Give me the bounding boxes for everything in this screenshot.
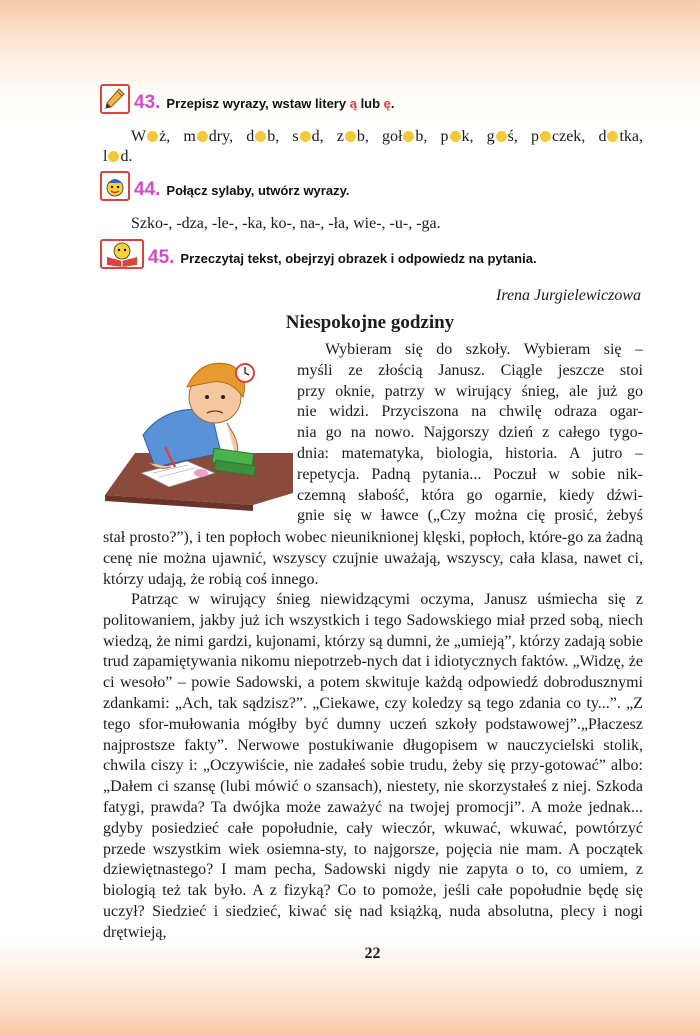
missing-letter-dot [450, 131, 461, 142]
smiley-face-icon [100, 171, 130, 201]
story-line: gnie się w ławce („Czy można cię prosić, żebyś [297, 507, 643, 525]
story-line: przy oknie, patrzy w wirujący śnieg, ale już go [297, 382, 643, 400]
missing-letter-dot [147, 131, 158, 142]
story-line: myśli ze złością Janusz. Ciągle jeszcze stoi [297, 361, 643, 379]
missing-letter-dot [403, 131, 414, 142]
gap-word: l d. [103, 148, 133, 165]
task-number: 44. [134, 179, 161, 200]
letter-e-ogonek: ę [383, 95, 391, 111]
missing-letter-dot [496, 131, 507, 142]
missing-letter-dot [345, 131, 356, 142]
story-paragraph-2: Patrząc w wirujący śnieg niewidzącymi oczyma, Janusz uśmiecha się z politowaniem, jakby już ich wszystkich i tego Sadowskiego miał przed sobą, niech wiedzą, że nimi gardzi, kujonami, którzy są dumni, że „umieją”, którzy zadają sobie trud zapamiętywania nikomu niepotrzeb-nych dat i idiotycznych faktów. „Widzę, że ci wesoło” – powie Sadowski, a potem skwituje każdą odpowiedź dobrodusznymi zdankami: „Ach, tak sądzisz?”. „Ciekawe, czy koledzy są tego zdania co ty...”. „Z tego sfor-mułowania mógłby być dumny uczeń szkoły podstawowej”.„Płaczesz najprostsze fakty”. Nerwowe postukiwanie długopisem w nauczycielski stolik, chwila ciszy i: „Oczywiście, nie zadałeś sobie trudu, żeby się przy-gotować” albo: „Dałem ci szansę (lubi mówić o szansach), niestety, nie skorzystałeś z niej. Szkoda fatygi, prawda? Ta dwójka może zaważyć na twojej promocji”. A może jednak... gdyby posiedzieć całe popołudnie, cały wieczór, wkuwać, wkuwać, powtórzyć przede wszystkim wiek osiemna-sty, to najgorsze, pojęcia nie mam. A początek dziewiętnastego? I mam pecha, Sadowski nigdy nie zapyta o to, co umiem, z biologią też tak było. A z fizyką? Co to pomoże, jeśli całe popołudnie będę się uczył? Siedzieć i siedzieć, kiwać się nad książką, nuda absolutna, plecy i nogi drętwieją, [103, 591, 643, 941]
task-instruction: Połącz sylaby, utwórz wyrazy. [166, 182, 350, 198]
missing-letter-dot [108, 151, 119, 162]
missing-letter-dot [300, 131, 311, 142]
gap-word: d tka, [598, 128, 643, 145]
boy-at-desk-illustration [103, 355, 293, 515]
story-paragraph-1-continued: stał prosto?”), i ten popłoch wobec nieuniknionej klęski, popłoch, które-go za żadną cenę nie można ujawnić, wszyscy czujnie uważają, wszyscy, cała klasa, nawet ci, którzy udają, że robią coś innego. [103, 529, 643, 588]
missing-letter-dot [255, 131, 266, 142]
task-number: 45. [148, 247, 175, 268]
gap-word: s d, [292, 128, 324, 145]
story-line: nie widzi. Przyciszona na chwilę odraza ogar- [297, 403, 643, 421]
missing-letter-dot [197, 131, 208, 142]
task-number: 43. [134, 92, 161, 113]
reading-face-icon [100, 239, 144, 269]
task-45-header [100, 239, 537, 269]
gap-word: p czek, [531, 128, 586, 145]
story-line: dnia: matematyka, biologia, historia. A jutro – [297, 444, 643, 462]
word-gap-line-1 [131, 126, 643, 147]
story-title: Niespokojne godziny [285, 312, 455, 333]
story-author: Irena Jurgielewiczowa [495, 287, 641, 304]
gap-word: goł b, [381, 128, 428, 145]
syllables-line: Szko-, -dza, -le-, -ka, ko-, na-, -ła, wie-, -u-, -ga. [131, 215, 441, 232]
gap-word: W ż, [131, 128, 171, 145]
page-number: 22 [364, 945, 381, 962]
story-intro-wrapped [297, 340, 643, 527]
word-gap-line-2 [103, 146, 132, 167]
task-instruction: Przepisz wyrazy, wstaw litery ą lub ę. [166, 95, 395, 111]
gap-word: m dry, [183, 128, 234, 145]
story-line: czemną słabość, która go ogarnie, kiedy dźwi- [297, 486, 643, 504]
pencil-icon [100, 84, 130, 114]
gap-word: d b, [246, 128, 280, 145]
story-line: nia go na nowo. Najgorszy dzień z całego tygo- [297, 424, 643, 442]
missing-letter-dot [540, 131, 551, 142]
letter-a-ogonek: ą [349, 95, 357, 111]
story-line: Wybieram się do szkoły. Wybieram się – [325, 341, 643, 358]
task-43-header [100, 84, 395, 114]
task-instruction: Przeczytaj tekst, obejrzyj obrazek i odpowiedz na pytania. [180, 250, 537, 266]
story-line: repetycja. Padną pytania... Poczuł w sobie nik- [297, 465, 643, 483]
missing-letter-dot [607, 131, 618, 142]
gap-word: p k, [440, 128, 474, 145]
gap-word: z b, [336, 128, 369, 145]
task-44-header [100, 171, 349, 201]
gap-word: g ś, [486, 128, 518, 145]
